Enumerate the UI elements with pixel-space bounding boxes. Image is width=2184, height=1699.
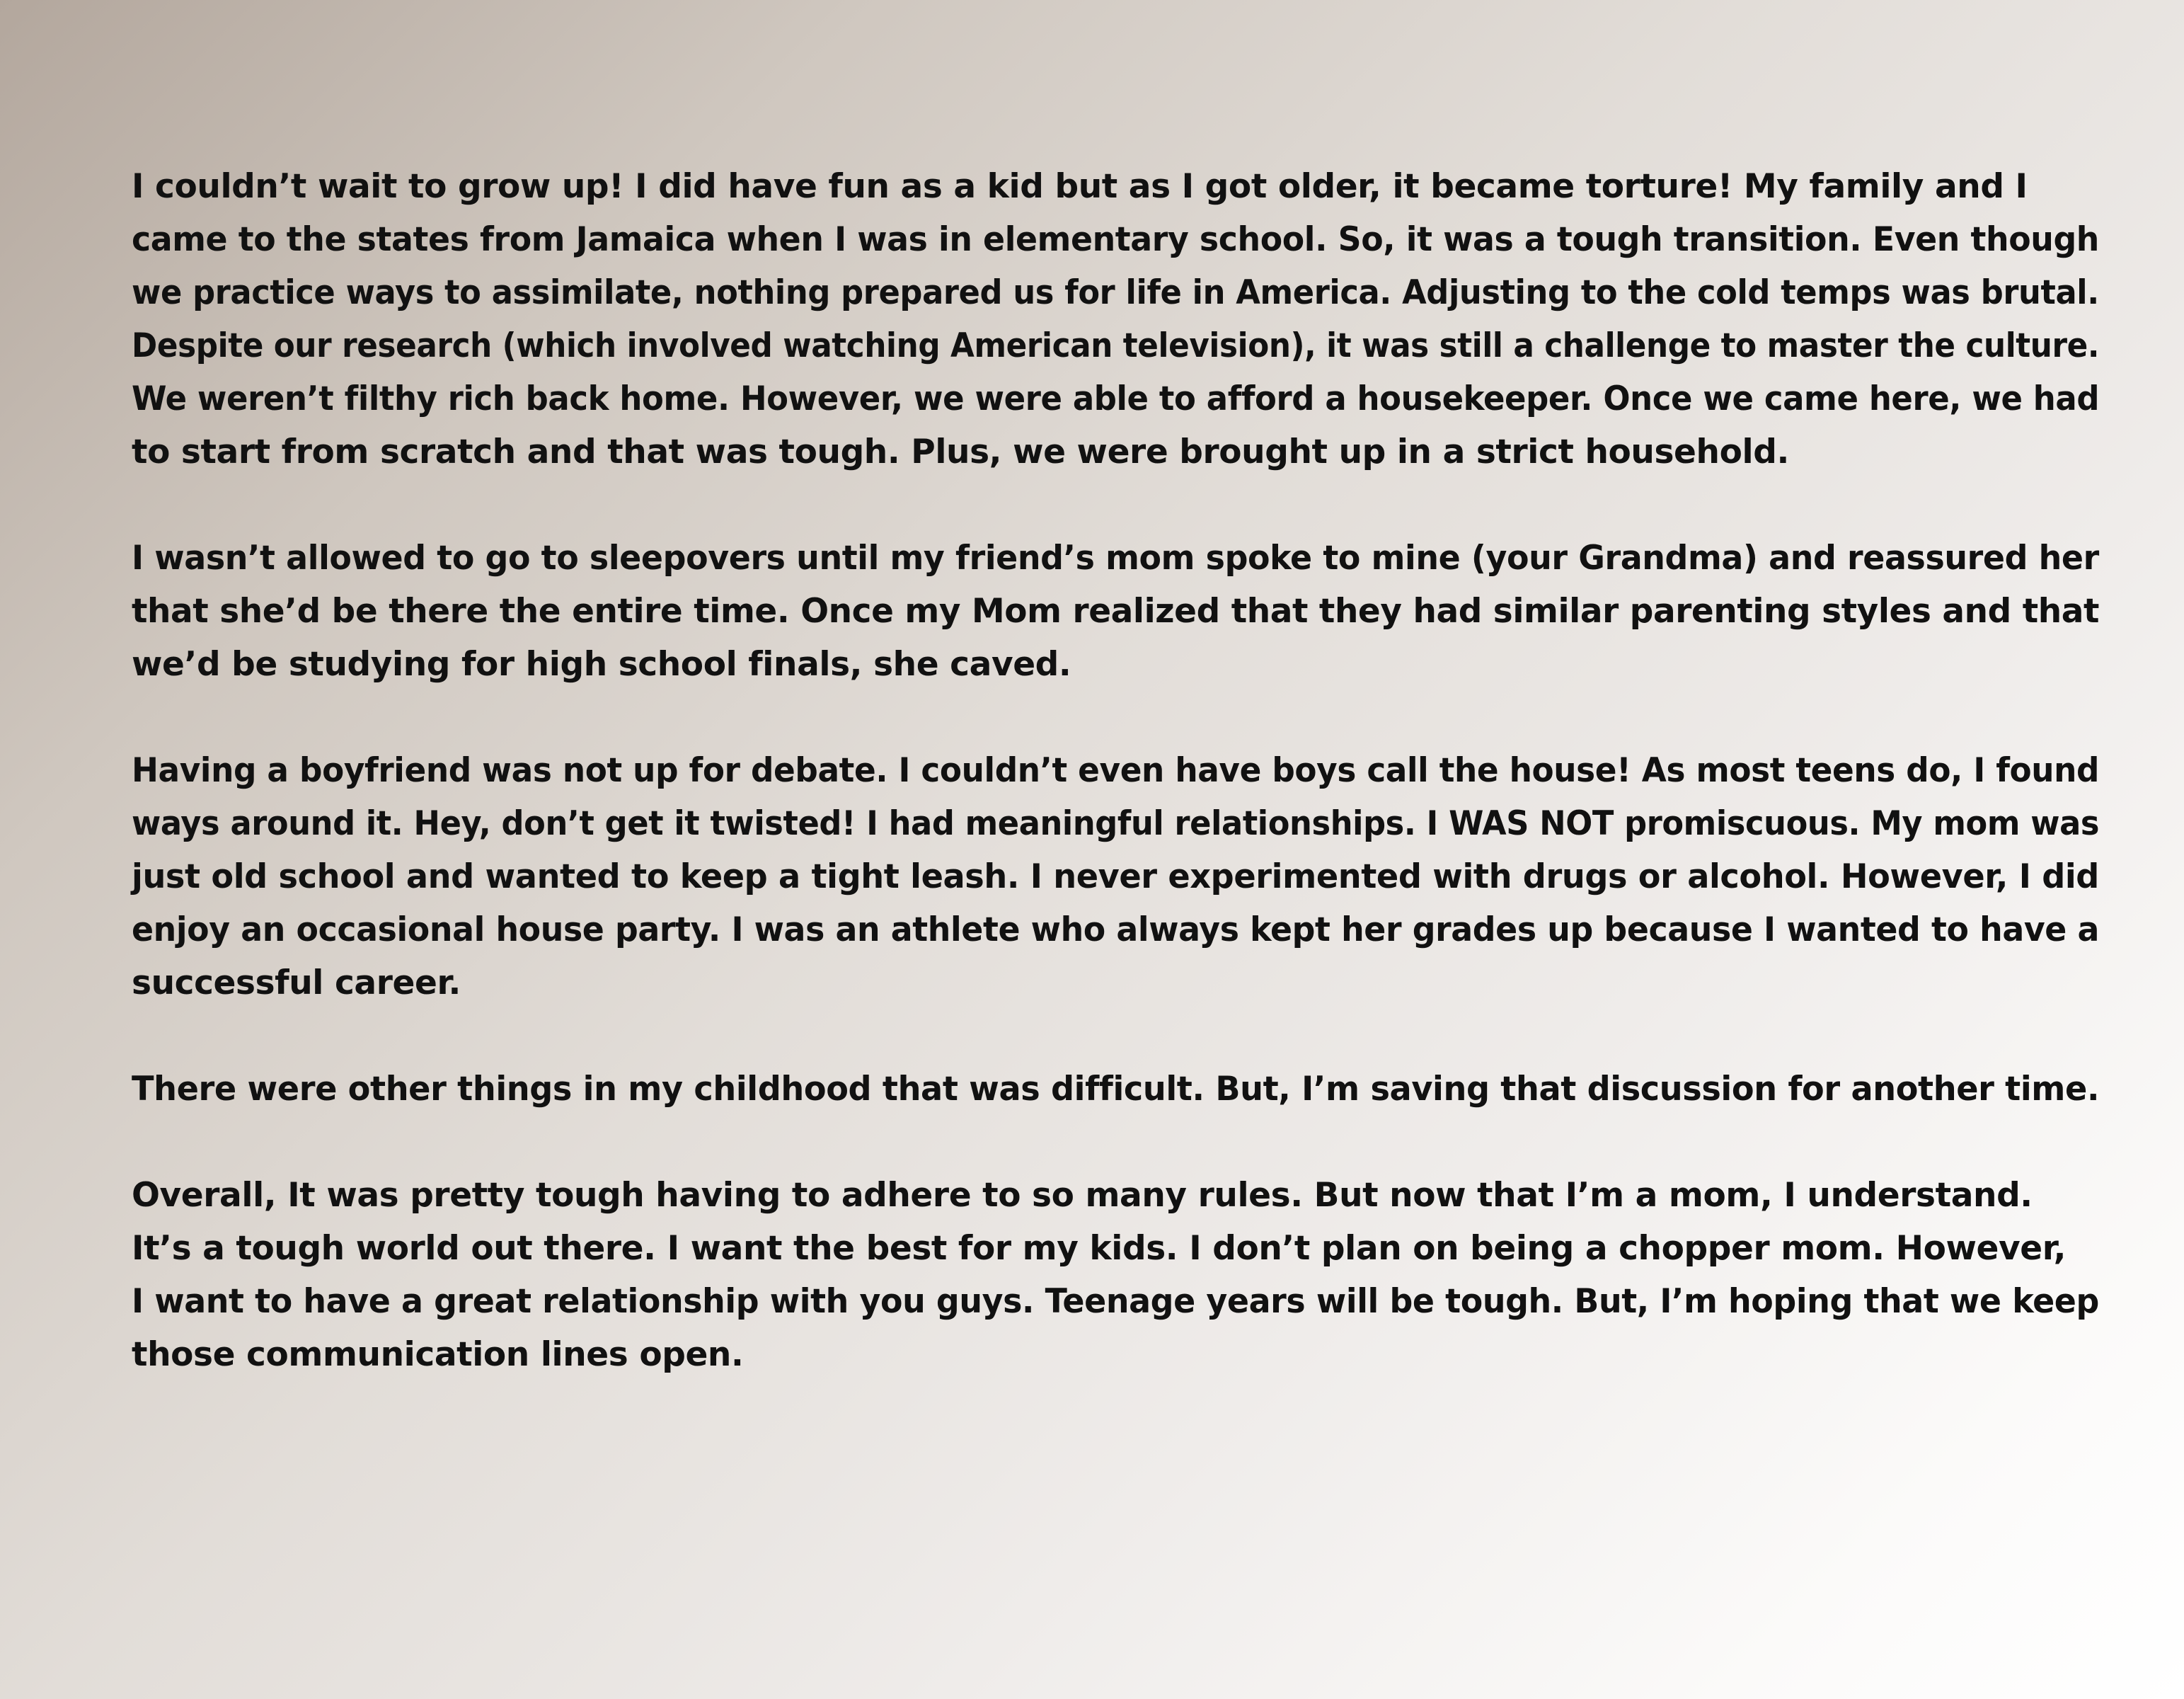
text-line: I couldn’t wait to grow up! I did have fun as a kid but as I got older, it became torture! My family and I: [132, 167, 2028, 206]
paragraph-sleepovers: [132, 532, 2099, 691]
text-line: ways around it. Hey, don’t get it twisted! I had meaningful relationships. I WAS NOT promiscuous. My mom was: [132, 804, 2100, 843]
text-line: we practice ways to assimilate, nothing prepared us for life in America. Adjusting to the cold temps was brutal.: [132, 273, 2099, 312]
paragraph-boyfriend: [132, 744, 2099, 1009]
text-line: we’d be studying for high school finals, she caved.: [132, 645, 1071, 684]
text-line: successful career.: [132, 963, 461, 1002]
text-line: Having a boyfriend was not up for debate. I couldn’t even have boys call the house! As most teens do, I found: [132, 751, 2100, 790]
text-line: to start from scratch and that was tough. Plus, we were brought up in a strict household.: [132, 433, 1789, 471]
text-line: We weren’t filthy rich back home. However, we were able to afford a housekeeper. Once we came here, we had: [132, 379, 2100, 418]
text-line: It’s a tough world out there. I want the best for my kids. I don’t plan on being a chopper mom. However,: [132, 1229, 2067, 1268]
text-line: came to the states from Jamaica when I was in elementary school. So, it was a tough transition. Even though: [132, 220, 2100, 259]
text-line: that she’d be there the entire time. Once my Mom realized that they had similar parenting styles and that: [132, 592, 2100, 631]
text-line: Overall, It was pretty tough having to adhere to so many rules. But now that I’m a mom, I understand.: [132, 1176, 2033, 1215]
paragraph-overall: [132, 1169, 2099, 1381]
text-line: Despite our research (which involved watching American television), it was still a challenge to master the culture.: [132, 326, 2100, 365]
paragraph-other-things: [132, 1063, 2099, 1116]
text-line: I wasn’t allowed to go to sleepovers until my friend’s mom spoke to mine (your Grandma) and reassured her: [132, 539, 2099, 578]
paragraph-growing-up: [132, 160, 2099, 479]
letter-body: [132, 160, 2099, 1434]
text-line: There were other things in my childhood that was difficult. But, I’m saving that discussion for another time.: [132, 1070, 2100, 1109]
text-line: those communication lines open.: [132, 1335, 744, 1374]
text-line: I want to have a great relationship with you guys. Teenage years will be tough. But, I’m hoping that we keep: [132, 1282, 2099, 1321]
text-line: enjoy an occasional house party. I was an athlete who always kept her grades up because I wanted to have a: [132, 910, 2100, 949]
text-line: just old school and wanted to keep a tight leash. I never experimented with drugs or alcohol. However, I did: [132, 857, 2099, 896]
